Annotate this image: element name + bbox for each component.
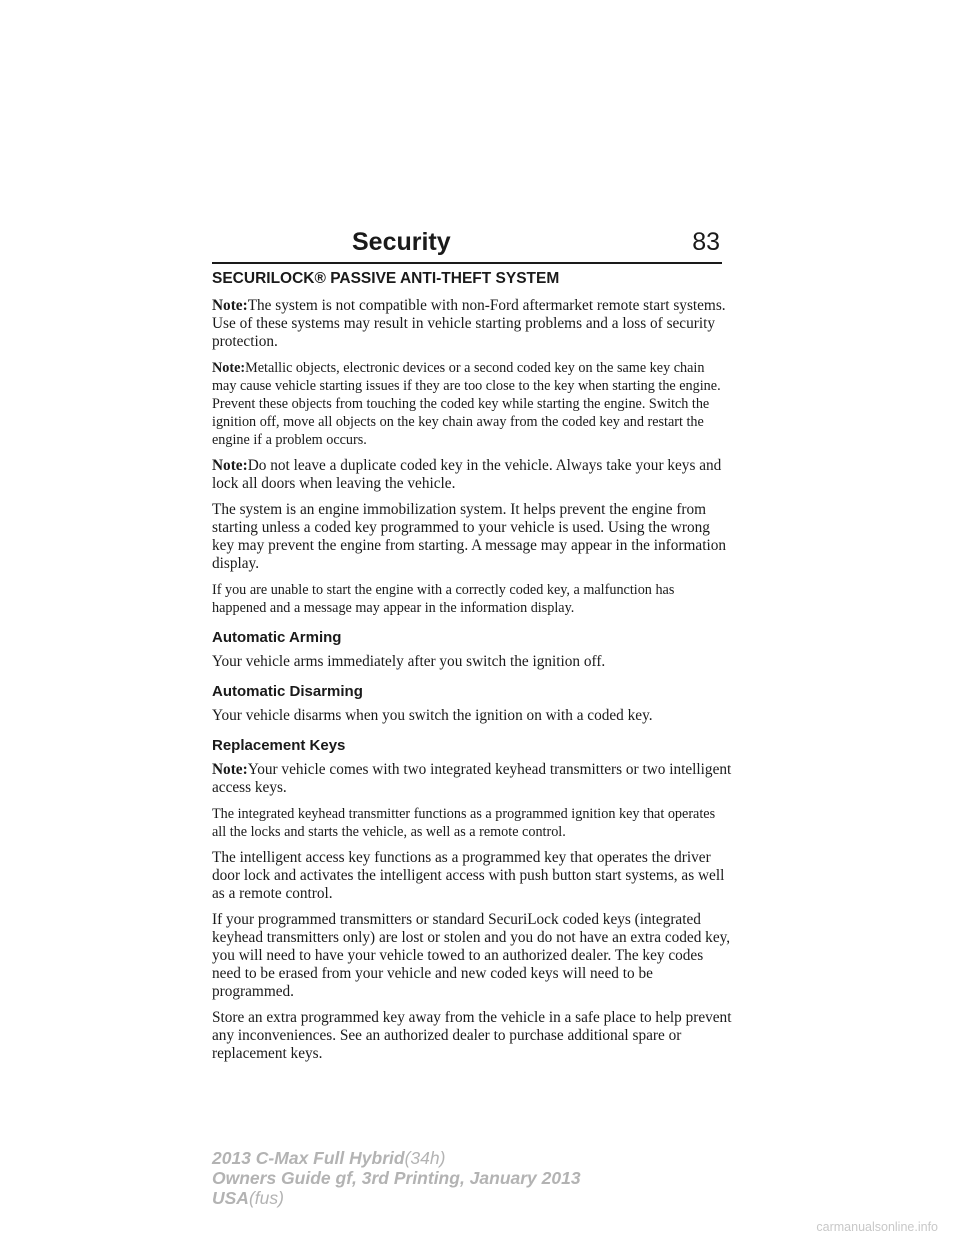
note-label: Note: bbox=[212, 457, 248, 474]
body-paragraph: Store an extra programmed key away from the vehicle in a safe place to help prevent any inconveniences. See an authorized dealer to purchase additional spare or replacement keys. bbox=[212, 1009, 732, 1062]
watermark: carmanualsonline.info bbox=[816, 1220, 938, 1234]
body-paragraph: The intelligent access key functions as a programmed key that operates the driver door lock and activates the intelligent access with push button start systems, as well as a remote control. bbox=[212, 849, 725, 902]
note-paragraph bbox=[212, 297, 732, 351]
body-paragraph: The integrated keyhead transmitter functions as a programmed ignition key that operates all the locks and starts the vehicle, as well as a remote control. bbox=[212, 806, 716, 840]
note-paragraph bbox=[212, 761, 732, 797]
page-header bbox=[212, 226, 722, 264]
note-paragraph bbox=[212, 359, 732, 449]
footer-model: 2013 C-Max Full Hybrid bbox=[212, 1148, 405, 1168]
body-paragraph: Your vehicle disarms when you switch the ignition on with a coded key. bbox=[212, 707, 653, 724]
note-text: Your vehicle comes with two integrated keyhead transmitters or two intelligent access keys. bbox=[212, 761, 732, 796]
note-text: The system is not compatible with non-Ford aftermarket remote start systems. Use of these systems may result in vehicle starting problems and a loss of security protection. bbox=[212, 297, 726, 350]
note-text: Do not leave a duplicate coded key in the vehicle. Always take your keys and lock all doors when leaving the vehicle. bbox=[212, 457, 722, 492]
body-paragraph: If your programmed transmitters or standard SecuriLock coded keys (integrated keyhead transmitters only) are lost or stolen and you do not have an extra coded key, you will need to have your vehicle towed to an authorized dealer. The key codes need to be erased from your vehicle and new coded keys will need to be programmed. bbox=[212, 911, 731, 1000]
footer-market: USA bbox=[212, 1188, 249, 1208]
footer-model-code: (34h) bbox=[404, 1148, 446, 1168]
note-label: Note: bbox=[212, 360, 246, 376]
body-paragraph: The system is an engine immobilization system. It helps prevent the engine from starting unless a coded key programmed to your vehicle is used. Using the wrong key may prevent the engine from starting. A message may appear in the information display. bbox=[212, 501, 726, 572]
subsection-title: Automatic Disarming bbox=[212, 683, 363, 700]
note-text: Metallic objects, electronic devices or a second coded key on the same key chain may cause vehicle starting issues if they are too close to the key when starting the engine. Prevent these objects from touching the coded key while starting the engine. Switch the ignition off, move all objects on the key chain away from the coded key and restart the engine if a problem occurs. bbox=[212, 360, 721, 448]
footer-market-code: (fus) bbox=[248, 1188, 284, 1208]
body-paragraph: If you are unable to start the engine with a correctly coded key, a malfunction has happened and a message may appear in the information display. bbox=[212, 582, 675, 616]
subsection-title: Replacement Keys bbox=[212, 737, 346, 754]
footer-line: Owners Guide gf, 3rd Printing, January 2013 bbox=[212, 1168, 581, 1188]
page-content bbox=[212, 268, 732, 1071]
page-footer bbox=[212, 1148, 581, 1208]
chapter-title: Security bbox=[352, 228, 451, 256]
body-paragraph: Your vehicle arms immediately after you switch the ignition off. bbox=[212, 653, 606, 670]
footer-line bbox=[212, 1148, 581, 1168]
section-title: SECURILOCK® PASSIVE ANTI-THEFT SYSTEM bbox=[212, 270, 560, 287]
footer-line bbox=[212, 1188, 581, 1208]
note-label: Note: bbox=[212, 761, 248, 778]
page-number: 83 bbox=[692, 228, 720, 256]
subsection-title: Automatic Arming bbox=[212, 629, 342, 646]
note-paragraph bbox=[212, 457, 732, 493]
note-label: Note: bbox=[212, 297, 248, 314]
